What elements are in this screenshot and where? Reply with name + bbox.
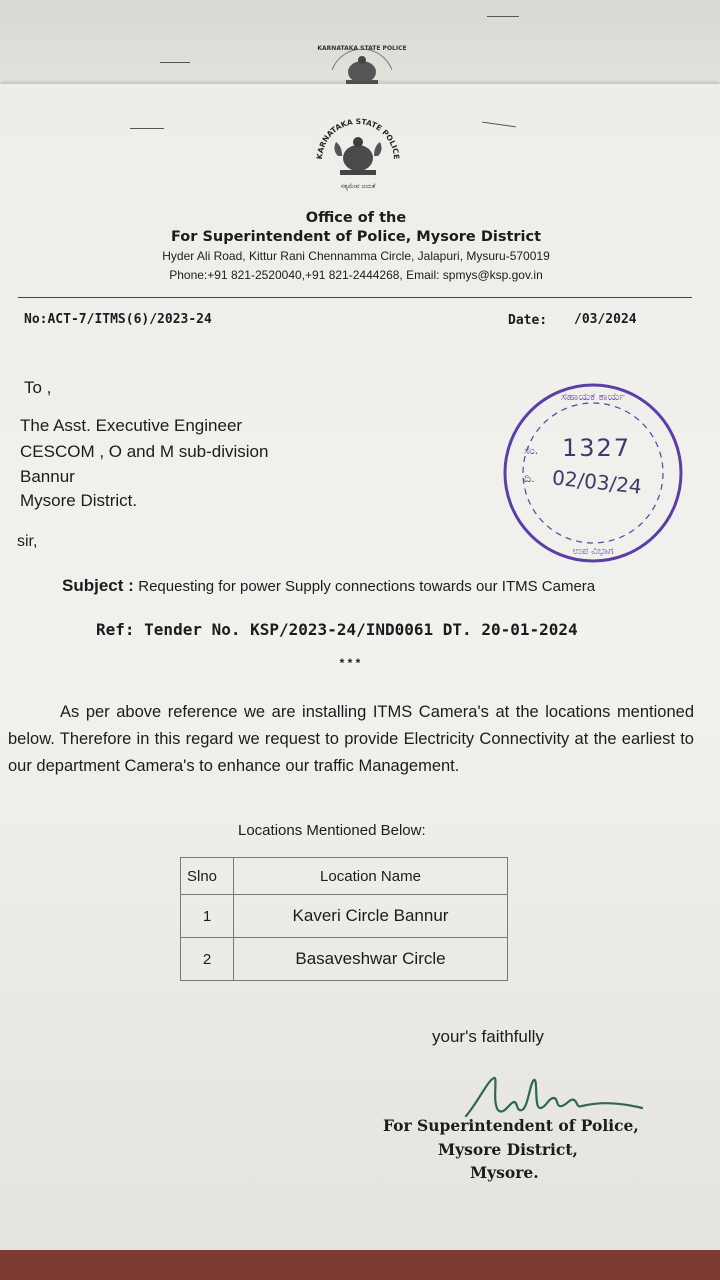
table-header-row bbox=[181, 858, 508, 895]
police-emblem-back-icon bbox=[317, 36, 407, 88]
header-divider bbox=[18, 297, 692, 298]
signatory-line: For Superintendent of Police, bbox=[383, 1116, 639, 1135]
addressee-line: The Asst. Executive Engineer bbox=[20, 416, 243, 435]
stamp-date: 02/03/24 bbox=[550, 465, 643, 499]
subject-label: Subject : bbox=[62, 576, 134, 595]
date-label: Date: bbox=[508, 313, 548, 328]
subject-text: Requesting for power Supply connections towards our ITMS Camera bbox=[138, 578, 596, 595]
signatory-line: Mysore. bbox=[470, 1163, 539, 1182]
svg-text:KARNATAKA STATE POLICE: KARNATAKA STATE POLICE bbox=[317, 45, 407, 52]
subject-line bbox=[62, 576, 595, 596]
table-cell-slno: 2 bbox=[181, 938, 234, 981]
signatory-line: Mysore District, bbox=[438, 1140, 578, 1159]
svg-text:KARNATAKA STATE POLICE: KARNATAKA STATE POLICE bbox=[314, 116, 402, 160]
svg-text:ಸತ್ಯಮೇವ ಜಯತೆ: ಸತ್ಯಮೇವ ಜಯತೆ bbox=[340, 183, 376, 190]
separator: * * * bbox=[339, 656, 361, 670]
svg-text:ಸಹಾಯಕ ಕಾರ್ಯ: ಸಹಾಯಕ ಕಾರ್ಯ bbox=[561, 390, 625, 403]
addressee-line: Bannur bbox=[20, 467, 75, 486]
table-row bbox=[181, 938, 508, 981]
table-header-location: Location Name bbox=[234, 858, 508, 895]
salutation: sir, bbox=[17, 533, 38, 550]
closing-line: your's faithfully bbox=[432, 1027, 544, 1046]
svg-text:ಸಂ.: ಸಂ. bbox=[524, 444, 539, 457]
inward-received-stamp bbox=[498, 378, 688, 573]
table-row bbox=[181, 895, 508, 938]
karnataka-state-police-emblem-icon bbox=[308, 112, 408, 196]
tender-reference: Ref: Tender No. KSP/2023-24/IND0061 DT. 20-01-2024 bbox=[96, 620, 578, 639]
office-address: Hyder Ali Road, Kittur Rani Chennamma Circle, Jalapuri, Mysuru-570019 bbox=[162, 249, 550, 263]
svg-text:ದಿ.: ದಿ. bbox=[524, 472, 535, 485]
mark bbox=[487, 16, 519, 17]
body-paragraph: As per above reference we are installing ITMS Camera's at the locations mentioned below. Therefore in this regard we request to provide Electricity Connectivity at the earliest to our department Camera's to enhance our traffic Management. bbox=[8, 703, 694, 775]
locations-heading: Locations Mentioned Below: bbox=[238, 822, 426, 839]
table-header-slno: Slno bbox=[181, 858, 234, 895]
office-name: For Superintendent of Police, Mysore District bbox=[170, 229, 542, 245]
mark bbox=[130, 128, 164, 129]
mark bbox=[160, 62, 190, 63]
table-cell-location: Kaveri Circle Bannur bbox=[234, 895, 508, 938]
svg-text:ಉಪ ವಿಭಾಗ: ಉಪ ವಿಭಾಗ bbox=[572, 546, 614, 557]
addressee-line: CESCOM , O and M sub-division bbox=[20, 442, 269, 461]
locations-table bbox=[180, 857, 508, 981]
letter-number: No:ACT-7/ITMS(6)/2023-24 bbox=[24, 312, 212, 327]
office-title: Office of the bbox=[305, 210, 407, 226]
office-contact: Phone:+91 821-2520040,+91 821-2444268, Email: spmys@ksp.gov.in bbox=[169, 268, 543, 282]
underlying-document-edge bbox=[0, 1250, 720, 1280]
date-value: /03/2024 bbox=[574, 312, 637, 327]
table-cell-location: Basaveshwar Circle bbox=[234, 938, 508, 981]
addressee-line: Mysore District. bbox=[20, 491, 138, 510]
to-label: To , bbox=[24, 378, 52, 397]
table-cell-slno: 1 bbox=[181, 895, 234, 938]
stamp-inward-number: 1327 bbox=[562, 434, 632, 462]
